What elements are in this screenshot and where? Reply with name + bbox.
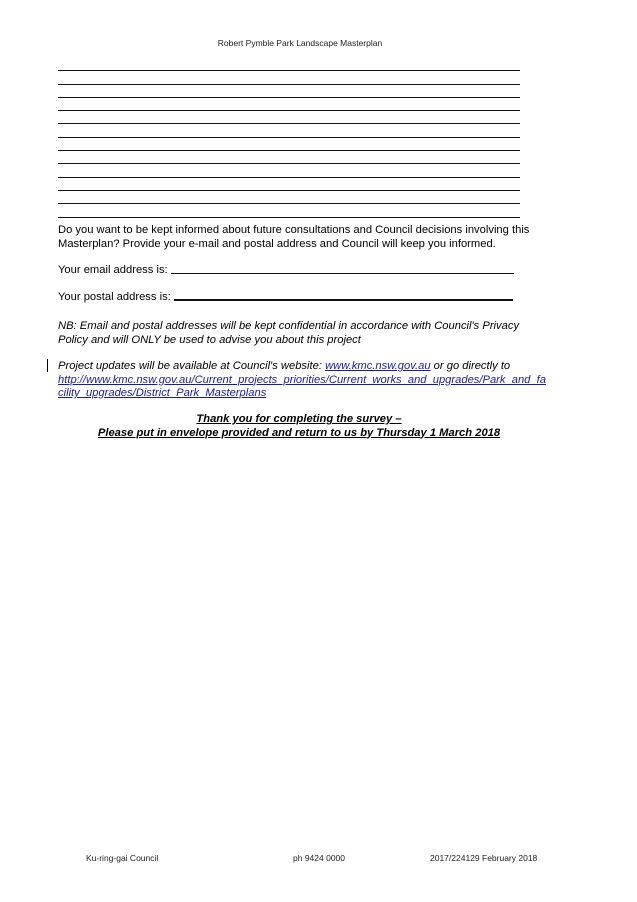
- text-cursor: [47, 359, 48, 372]
- postal-row: [58, 291, 513, 303]
- answer-line[interactable]: [58, 164, 520, 177]
- answer-line[interactable]: [58, 124, 520, 137]
- footer-council: Ku-ring-gai Council: [86, 853, 159, 863]
- email-label: Your email address is:: [58, 264, 168, 276]
- answer-line[interactable]: [58, 204, 520, 217]
- email-row: [58, 264, 514, 276]
- keep-informed-paragraph: Do you want to be kept informed about future consultations and Council decisions involving this Masterplan? Provide your e-mail and postal address and Council will keep you informed.: [58, 224, 530, 250]
- answer-line[interactable]: [58, 58, 520, 71]
- thank-you-message: [58, 413, 540, 440]
- footer-reference: 2017/224129 February 2018: [430, 853, 538, 863]
- answer-line[interactable]: [58, 191, 520, 204]
- email-field[interactable]: [171, 273, 514, 274]
- return-instructions: Please put in envelope provided and return to us by Thursday 1 March 2018: [97, 426, 501, 439]
- project-updates-middle: or go directly to: [430, 360, 511, 372]
- footer-phone: ph 9424 0000: [293, 853, 345, 863]
- answer-line[interactable]: [58, 98, 520, 111]
- thank-you-line: Thank you for completing the survey –: [196, 413, 402, 425]
- postal-address-field[interactable]: [174, 299, 513, 301]
- project-updates-paragraph: [58, 360, 548, 401]
- answer-line[interactable]: [58, 111, 520, 124]
- masterplans-link[interactable]: http://www.kmc.nsw.gov.au/Current_projects_priorities/Current_works_and_upgrades/Park_and_facility_upgrades/District_Park_Masterplans: [58, 373, 546, 399]
- answer-line[interactable]: [58, 71, 520, 84]
- answer-lines[interactable]: [58, 58, 520, 218]
- project-updates-prefix: Project updates will be available at Council's website:: [58, 360, 326, 372]
- answer-line[interactable]: [58, 138, 520, 151]
- privacy-note: NB: Email and postal addresses will be kept confidential in accordance with Council's Privacy Policy and will ONLY be used to advise you about this project: [58, 320, 520, 346]
- kmc-website-link[interactable]: www.kmc.nsw.gov.au: [325, 360, 431, 372]
- postal-label: Your postal address is:: [58, 291, 171, 303]
- answer-line[interactable]: [58, 85, 520, 98]
- page-header: Robert Pymble Park Landscape Masterplan: [217, 38, 383, 48]
- answer-line[interactable]: [58, 178, 520, 191]
- answer-line[interactable]: [58, 151, 520, 164]
